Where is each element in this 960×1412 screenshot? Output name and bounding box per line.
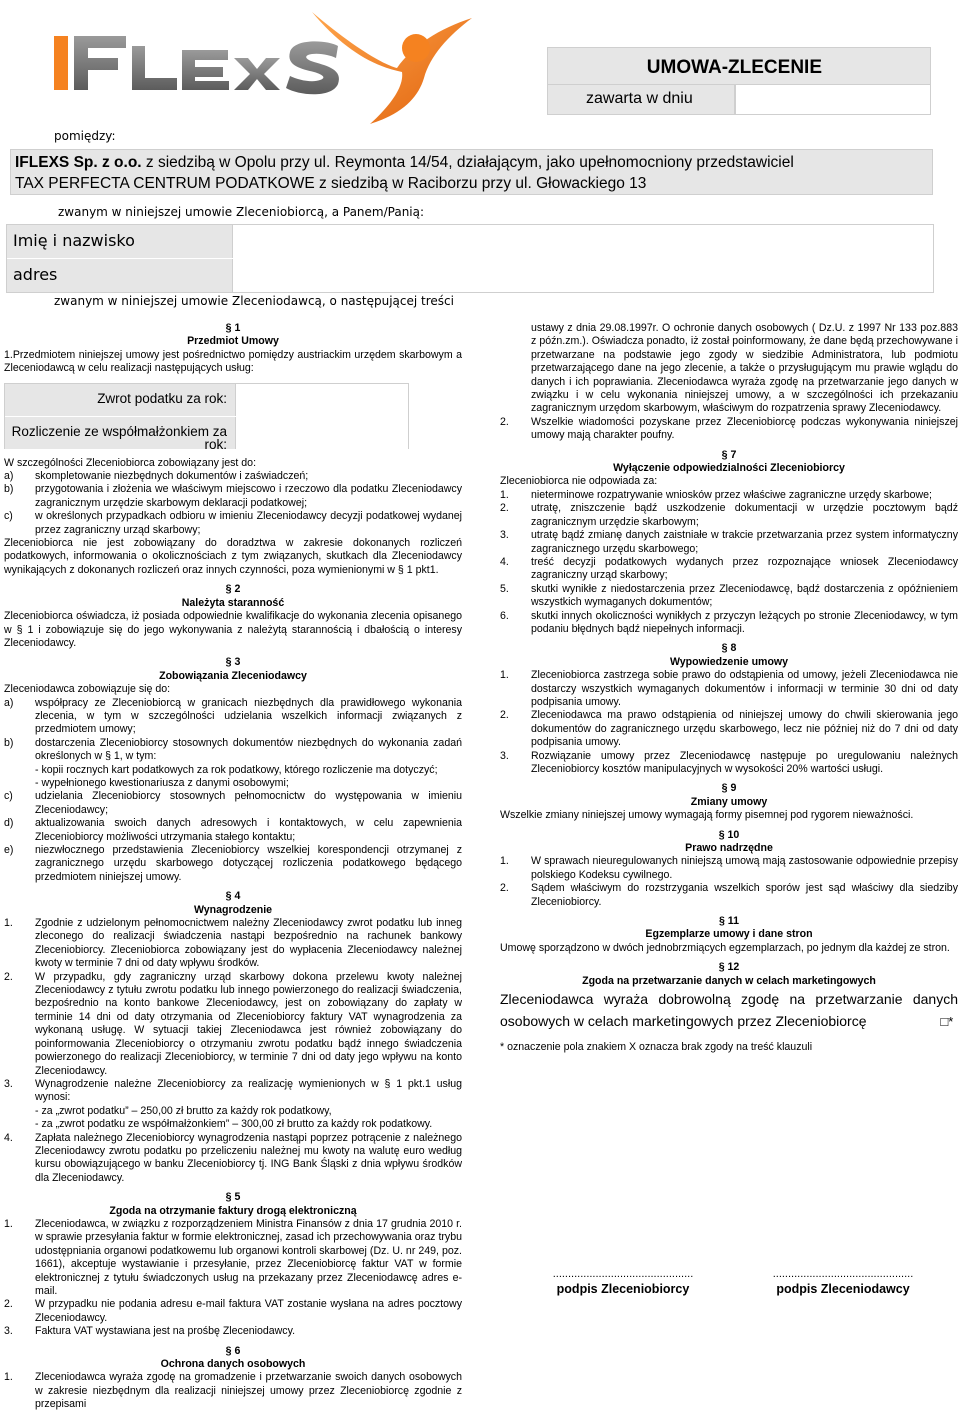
section-2-heading: § 2 Należyta staranność (181, 583, 285, 609)
list-text: Zleceniobiorca zastrzega sobie prawo do odstąpienia od umowy, jeżeli Zleceniodawca nie dostarczy wszystkich wymaganych dokumentów i informacji w terminie 30 dni od daty podpisania umowy. (531, 669, 958, 708)
contract-header (547, 47, 931, 115)
list-item (4, 971, 462, 1078)
list-marker: 2. (500, 882, 509, 895)
list-item (4, 510, 462, 537)
list-text: niezwłocznego przedstawienia Zleceniobiorcy wszelkiej korespondencji otrzymanej z zagranicznego urzędu skarbowego dotyczącej rozliczenia podatkowego będącego przedmiotem niniejszej umowy. (35, 844, 462, 883)
list-item (4, 1298, 462, 1325)
list-item (4, 844, 462, 884)
list-text: udzielania Zleceniobiorcy stosownych pełnomocnictw do występowania w imieniu Zleceniodawcy; (35, 790, 462, 816)
list-text: Wszelkie wiadomości pozyskane przez Zleceniobiorcę podczas wykonywania niniejszej umowy mają charakter poufny. (531, 415, 958, 442)
section-1-list (4, 470, 462, 537)
section-1-intro: 1.Przedmiotem niniejszej umowy jest pośrednictwo pomiędzy austriackim urzędem skarbowym a Zleceniodawcą w celu realizacji następujących usług: (4, 348, 462, 375)
list-text: utratę bądź zmianę danych zaistniałe w trakcie przetwarzania przez system informatyczny zagranicznego urzędu skarbowego; (531, 529, 958, 555)
marketing-consent-checkbox[interactable]: □* (940, 1014, 954, 1030)
signature-client-block (748, 1268, 938, 1296)
header-title-cell (547, 47, 931, 85)
service-row-spouse (5, 417, 408, 453)
list-item (4, 1325, 462, 1338)
list-text: w określonych przypadkach odbioru w imieniu Zleceniodawcy decyzji podatkowej wydanej przez zagraniczny urząd skarbowy; (35, 510, 462, 536)
consent-footnote: * oznaczenie pola znakiem X oznacza brak zgody na treść klauzuli (500, 1041, 813, 1054)
list-item (4, 1078, 462, 1105)
list-text: Wynagrodzenie należne Zleceniobiorcy za realizację wymienionych w § 1 pkt.1 usług wynosi: (35, 1077, 462, 1104)
section-9-text: Wszelkie zmiany niniejszej umowy wymagają formy pisemnej pod rygorem nieważności. (500, 809, 914, 822)
list-text: dostarczenia Zleceniobiorcy stosownych dokumentów niezbędnych do wykonania zadań określonych w § 1, w tym: (35, 736, 462, 763)
list-marker: c) (4, 510, 13, 523)
address-label: adres (7, 259, 232, 292)
list-text: skutki innych okoliczności wynikłych z przyczyn leżących po stronie Zleceniodawcy, w tym podaniu błędnych bądź niepełnych informacji. (531, 609, 958, 635)
list-marker: b) (4, 736, 14, 749)
list-text: Zleceniodawca ma prawo odstąpienia od niniejszej umowy do chwili skierowania jego dokumentów do zagranicznego urzędu skarbowego, lecz nie później niż do 7 dni od daty podpisania umowy. (531, 709, 958, 749)
list-marker: a) (4, 470, 14, 483)
list-text: Zleceniodawca, w związku z rozporządzeniem Ministra Finansów z dnia 17 grudnia 2010 r. w sprawie przesyłania faktur w formie elektronicznej, zasad ich przechowywania oraz trybu udostępniania organowi podatkowemu lub organowi kontroli skarbowej (Dz. U. nr 249, poz. 1661), akceptuje wystawianie i przesyłanie, przez Zleceniobiorcę faktur VAT w formie elektronicznej z tytułu świadczonych usług na przekazany przez Zleceniodawcę adres e-mail. (35, 1217, 462, 1297)
section-6-list (4, 1371, 462, 1411)
list-item (4, 1218, 462, 1298)
list-marker: 4. (4, 1131, 13, 1144)
marketing-consent-text: Zleceniodawca wyraża dobrowolną zgodę na przetwarzanie danych osobowych w celach marketingowych przez Zleceniobiorcę (500, 991, 958, 1030)
section-10-list (500, 855, 958, 909)
list-text: utratę, zniszczenie bądź uszkodzenie dokumentacji w urzędzie pocztowym bądź zagranicznym urzędzie skarbowym; (531, 502, 958, 528)
name-field[interactable] (232, 225, 933, 258)
section-5-list (4, 1218, 462, 1339)
signature-label-contractor: podpis Zleceniobiorcy (556, 1282, 690, 1296)
list-marker: 1. (4, 917, 13, 930)
list-text: przygotowania i złożenia we właściwym miejscowo i rzeczowo dla podatku Zleceniodawcy zagranicznym urzędzie skarbowym deklaracji podatkowej; (35, 483, 462, 509)
dash-item: - kopii rocznych kart podatkowych za rok podatkowy, którego rozliczenie ma dotyczyć; (35, 763, 438, 776)
signature-label-client: podpis Zleceniodawcy (776, 1282, 910, 1296)
list-text: aktualizowania swoich danych adresowych i kontaktowych, w celu zapewnienia Zleceniobiorcy możliwości utrzymania stałego kontaktu; (35, 817, 462, 843)
list-marker: 1. (500, 855, 509, 868)
section-7-list (500, 489, 958, 636)
list-marker: 6. (500, 609, 509, 622)
section-12-consent (500, 988, 958, 1033)
list-item (500, 583, 958, 610)
section-6-continuation: ustawy z dnia 29.08.1997r. O ochronie danych osobowych ( Dz.U. z 1997 Nr 133 poz.883 z późn.zm.). Oświadcza ponadto, iż został poinformowany, że dane będą przechowywane i przetwarzane na podstawie jego zgody w siedzibie Administratora, lub podmiotu przetwarzającego dane na jego zlecenie, a także o przysługującym mu prawie wglądu do danych i ich poprawiania. Zleceniodawca wyraża zgodę na przetwarzanie jego danych w związku i w celu wykonania niniejszej umowy, a w szczególności ich przekazaniu zagranicznym urzędom skarbowym, właściwym do rozpatrzenia sprawy Zleceniodawcy. (531, 322, 958, 415)
party-line-1: z siedzibą w Opolu przy ul. Reymonta 14/54, działającym, jako upełnomocniony przedstawiciel (141, 154, 794, 171)
name-label: Imię i nazwisko (7, 225, 232, 258)
list-marker: a) (4, 696, 14, 709)
list-marker: 1. (4, 1217, 13, 1230)
list-text: W sprawach nieuregulowanych niniejszą umową mają zastosowanie odpowiednie przepisy polskiego Kodeksu cywilnego. (531, 855, 958, 881)
list-text: treść decyzji podatkowych wydanych przez rozpoznające wniosek Zleceniodawcy zagraniczny urząd skarbowy; (531, 555, 958, 582)
named-contractor-text: zwanym w niniejszej umowie Zleceniodawcą, o następującej treści (54, 294, 454, 308)
right-column (500, 322, 958, 1055)
list-marker: 3. (4, 1325, 13, 1338)
list-text: Zleceniodawca wyraża zgodę na gromadzenie i przetwarzanie swoich danych osobowych w zakresie niezbędnym dla realizacji niniejszej umowy przez Zleceniobiorcę zgodnie z przepisami (35, 1371, 462, 1411)
section-11-heading: § 11 Egzemplarze umowy i dane stron (645, 915, 813, 941)
list-item (4, 1371, 462, 1411)
list-marker: 2. (500, 502, 509, 515)
name-row (7, 225, 933, 258)
section-10-heading: § 10 Prawo nadrzędne (685, 828, 773, 855)
dash-item: - za „zwrot podatku” – 250,00 zł brutto za każdy rok podatkowy, (35, 1104, 332, 1117)
client-form (6, 224, 934, 293)
section-4-list (4, 917, 462, 1105)
list-item (4, 817, 462, 844)
dash-item: - za „zwrot podatku ze współmałżonkiem” – 300,00 zł brutto za każdy rok podatkowy. (35, 1118, 433, 1131)
list-item (500, 489, 958, 502)
between-label: pomiędzy: (54, 129, 116, 143)
signature-line: .............................................. (772, 1268, 914, 1280)
contract-title: UMOWA-ZLECENIE (646, 57, 822, 78)
section-6-list-2 (500, 416, 958, 443)
list-item (4, 470, 462, 483)
list-item (500, 669, 958, 709)
section-7-intro: Zleceniobiorca nie odpowiada za: (500, 475, 658, 488)
section-11-text: Umowę sporządzono w dwóch jednobrzmiących egzemplarzach, po jednym dla każdej ze stron. (500, 941, 950, 954)
list-item (500, 416, 958, 443)
list-text: W przypadku nie podania adresu e-mail faktura VAT zostanie wysłana na adres pocztowy Zleceniodawcy. (35, 1298, 462, 1324)
list-marker: 2. (500, 709, 509, 722)
list-item (500, 709, 958, 749)
party-line-2: TAX PERFECTA CENTRUM PODATKOWE z siedzibą w Raciborzu przy ul. Głowackiego 13 (15, 175, 647, 192)
list-marker: 1. (500, 669, 509, 682)
list-marker: 3. (500, 529, 509, 542)
dash-item: - wypełnionego kwestionariusza z danymi osobowymi; (35, 776, 289, 789)
signature-contractor-block (528, 1268, 718, 1296)
signature-area (528, 1268, 948, 1308)
list-text: skutki wynikłe z niedostarczenia przez Zleceniodawcę, bądź dostarczenia z opóźnieniem wszystkich wymaganych dokumentów; (531, 582, 958, 609)
list-text: współpracy ze Zleceniobiorcą w granicach niezbędnych dla prawidłowego wykonania zlecenia, w tym w szczególności udzielania wszelkich informacji związanych z przedmiotem umowy; (35, 696, 462, 736)
contract-date-field[interactable] (735, 85, 931, 115)
list-item (500, 750, 958, 777)
list-item (500, 529, 958, 556)
list-text: skompletowanie niezbędnych dokumentów i zaświadczeń; (35, 470, 309, 483)
service-spouse-label: Rozliczenie ze współmałżonkiem za rok: (5, 417, 235, 449)
section-6-heading: § 6 Ochrona danych osobowych (160, 1344, 306, 1371)
list-marker: d) (4, 817, 14, 830)
list-marker: 3. (500, 749, 509, 762)
section-3-list-2 (4, 790, 462, 884)
list-item (4, 737, 462, 764)
list-text: Zapłata należnego Zleceniobiorcy wynagrodzenia nastąpi poprzez potrącenie z należnego Zleceniodawcy zwrotu podatku po przeliczeniu należnej mu kwoty na walutę euro według kursu obowiązującego w banku Zleceniobiorcy tj. ING Bank Śląski z dnia wpływu środków dla Zleceniodawcy. (35, 1131, 462, 1184)
list-marker: b) (4, 483, 14, 496)
list-marker: e) (4, 844, 14, 856)
list-text: Rozwiązanie umowy przez Zleceniodawcę następuje po uregulowaniu należnych Zleceniobiorcy kosztów manipulacyjnych w wysokości 20% wartości usługi. (531, 749, 958, 775)
service-row-refund (5, 384, 408, 416)
service-spouse-year-field[interactable] (235, 417, 408, 449)
list-item (4, 483, 462, 510)
company-name: IFLEXS Sp. z o.o. (15, 154, 142, 171)
section-1-heading: § 1 Przedmiot Umowy (187, 322, 279, 348)
section-1-detail: W szczególności Zleceniobiorca zobowiązany jest do: (4, 456, 257, 469)
address-row (7, 259, 933, 292)
section-8-list (500, 669, 958, 776)
service-refund-year-field[interactable] (235, 384, 408, 416)
section-5-heading: § 5 Zgoda na otrzymanie faktury drogą elektroniczną (109, 1191, 357, 1217)
section-4-list-2 (4, 1132, 462, 1186)
list-marker: 2. (4, 970, 13, 983)
contract-date-label: zawarta w dniu (586, 90, 693, 107)
section-12-heading: § 12 Zgoda na przetwarzanie danych w celach marketingowych (582, 961, 876, 987)
list-item (500, 502, 958, 529)
section-1-closing: Zleceniobiorca nie jest zobowiązany do doradztwa w zakresie dokonanych rozliczeń podatkowych, informowania o okolicznościach z tym związanych, skutkach dla Zleceniodawcy wynikających z dokonanych rozliczeń oraz innych czynności, poza wymienionymi w § 1 pkt1. (4, 537, 462, 576)
section-3-list (4, 697, 462, 764)
left-column (4, 322, 462, 1412)
list-text: nieterminowe rozpatrywanie wniosków przez właściwe zagraniczne urzędy skarbowe; (531, 488, 932, 501)
list-item (4, 790, 462, 817)
list-item (4, 697, 462, 737)
list-text: W przypadku, gdy zagraniczny urząd skarbowy dokona przelewu kwoty należnej Zleceniodawcy z tytułu zwrotu podatku lub innego powierzonego do realizacji świadczenia, bezpośrednio na konto bankowe Zleceniodawcy, jest on zobowiązany do zapłaty w terminie 14 dni od daty otrzymania od Zleceniobiorcy faktury VAT wynagrodzenia za wykonaną usługę. W sytuacji takiej Zleceniodawca jest również zobowiązany do poinformowania Zleceniobiorcy o otrzymaniu zwrotu podatku bądź innego świadczenia powierzonego do realizacji Zleceniobiorcy, w terminie 7 dni od daty jego wpływu na konto Zleceniodawcy. (35, 970, 462, 1077)
section-2-text: Zleceniobiorca oświadcza, iż posiada odpowiednie kwalifikacje do wykonania zlecenia opisanego w § 1 i zobowiązuje się do jego wykonywania z należytą starannością i dbałością o interesy Zleceniodawcy. (4, 610, 462, 649)
section-4-dashes (4, 1105, 462, 1132)
list-item (4, 1132, 462, 1186)
section-3-dashes (4, 764, 462, 791)
list-marker: 2. (500, 415, 509, 428)
list-marker: 4. (500, 555, 509, 568)
header-subtitle-cell (547, 85, 735, 115)
list-item (500, 882, 958, 909)
list-marker: 1. (4, 1371, 13, 1384)
list-text: Sądem właściwym do rozstrzygania wszelkich sporów jest sąd właściwy dla siedziby Zleceniobiorcy. (531, 882, 958, 908)
section-9-heading: § 9 Zmiany umowy (690, 782, 768, 808)
section-3-heading: § 3 Zobowiązania Zleceniodawcy (159, 656, 307, 682)
list-marker: 2. (4, 1298, 13, 1311)
list-marker: 3. (4, 1077, 13, 1090)
list-marker: 5. (500, 582, 509, 595)
list-item (500, 610, 958, 637)
address-field[interactable] (232, 259, 933, 292)
list-marker: c) (4, 790, 13, 803)
service-table (4, 383, 409, 453)
list-item (4, 917, 462, 971)
party-box (10, 149, 933, 195)
list-item (500, 855, 958, 882)
list-text: Faktura VAT wystawiana jest na prośbę Zleceniodawcy. (35, 1325, 296, 1338)
signature-line: .............................................. (552, 1268, 694, 1280)
section-8-heading: § 8 Wypowiedzenie umowy (669, 642, 789, 668)
section-7-heading: § 7 Wyłączenie odpowiedzialności Zleceniobiorcy (613, 448, 845, 475)
list-marker: 1. (500, 488, 509, 501)
list-item (500, 556, 958, 583)
section-4-heading: § 4 Wynagrodzenie (193, 890, 273, 916)
named-client-text: zwanym w niniejszej umowie Zleceniobiorcą, a Panem/Panią: (58, 205, 425, 219)
list-text: Zgodnie z udzielonym pełnomocnictwem należny Zleceniodawcy zwrot podatku lub inneg zleconego do realizacji świadczenia nastąpi bezpośrednio na rachunek bankowy Zleceniobiorcy. Zleceniobiorca zobowiązany jest do wypłacenia Zleceniodawcy należnej kwoty w terminie 7 dni od daty wpływu środków. (35, 917, 462, 970)
section-3-intro: Zleceniodawca zobowiązuje się do: (4, 683, 171, 696)
service-refund-label: Zwrot podatku za rok: (5, 384, 235, 416)
iflexs-logo (52, 6, 472, 124)
